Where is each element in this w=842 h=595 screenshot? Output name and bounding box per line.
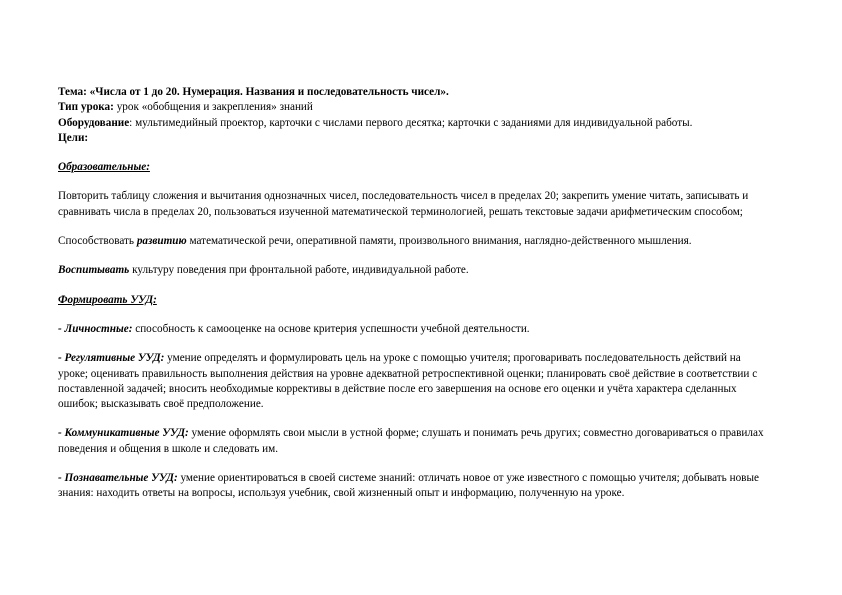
document-page bbox=[58, 85, 778, 502]
personal-paragraph bbox=[58, 322, 770, 337]
cognitive-paragraph bbox=[58, 471, 770, 502]
regulatory-paragraph bbox=[58, 351, 770, 412]
developmental-emph: развитию bbox=[136, 235, 187, 248]
communicative-paragraph bbox=[58, 426, 770, 457]
developmental-prefix: Способствовать bbox=[58, 235, 135, 248]
lesson-type-line bbox=[58, 100, 778, 115]
educational-heading: Образовательные: bbox=[58, 161, 150, 174]
topic-value: «Числа от 1 до 20. Нумерация. Названия и последовательность чисел». bbox=[89, 86, 449, 98]
goals-line bbox=[58, 131, 778, 146]
upbringing-paragraph bbox=[58, 263, 770, 278]
educational-text: Повторить таблицу сложения и вычитания однозначных чисел, последовательность чисел в пределах 20; закрепить умение читать, записывать и сравнивать числа в пределах 20, пользоваться изученной математической терминологией, решать текстовые задачи арифметическим способом; bbox=[58, 190, 749, 218]
upbringing-text: культуру поведения при фронтальной работе, индивидуальной работе. bbox=[132, 264, 469, 277]
topic-line bbox=[58, 85, 778, 100]
educational-heading-line bbox=[58, 160, 778, 175]
lesson-type-label: Тип урока: bbox=[58, 101, 114, 114]
communicative-text: умение оформлять свои мысли в устной форме; слушать и понимать речь других; совместно договариваться о правилах поведения и общения в школе и следовать им. bbox=[58, 427, 764, 455]
personal-label: - Личностные: bbox=[58, 322, 133, 335]
equipment-label: Оборудование bbox=[58, 116, 130, 129]
upbringing-emph: Воспитывать bbox=[58, 264, 130, 277]
equipment-value: : мультимедийный проектор, карточки с числами первого десятка; карточки с заданиями для индивидуальной работы. bbox=[129, 116, 693, 129]
regulatory-label: - Регулятивные УУД: bbox=[58, 352, 165, 365]
uud-heading-line bbox=[58, 293, 778, 308]
lesson-type-value: урок «обобщения и закрепления» знаний bbox=[116, 101, 313, 114]
goals-label: Цели: bbox=[58, 131, 89, 144]
developmental-text: математической речи, оперативной памяти, произвольного внимания, наглядно-действенного мышления. bbox=[189, 235, 692, 248]
cognitive-label: - Познавательные УУД: bbox=[58, 472, 178, 485]
developmental-paragraph bbox=[58, 234, 770, 249]
communicative-label: - Коммуникативные УУД: bbox=[58, 427, 189, 440]
equipment-line bbox=[58, 116, 778, 131]
cognitive-text: умение ориентироваться в своей системе знаний: отличать новое от уже известного с помощью учителя; добывать новые знания: находить ответы на вопросы, используя учебник, свой жизненный опыт и информацию, полученную на уроке. bbox=[58, 472, 759, 500]
personal-text: способность к самооценке на основе критерия успешности учебной деятельности. bbox=[135, 322, 530, 335]
regulatory-text: умение определять и формулировать цель на уроке с помощью учителя; проговаривать последовательность действий на уроке; оценивать правильность выполнения действия на уровне адекватной ретроспективной оценки; планировать своё действие в соответствии с поставленной задачей; вносить необходимые коррективы в действие после его завершения на основе его оценки и учёта характера сделанных ошибок; высказывать своё предположение. bbox=[58, 352, 758, 411]
topic-label: Тема: bbox=[58, 86, 87, 98]
uud-heading: Формировать УУД: bbox=[58, 293, 157, 306]
